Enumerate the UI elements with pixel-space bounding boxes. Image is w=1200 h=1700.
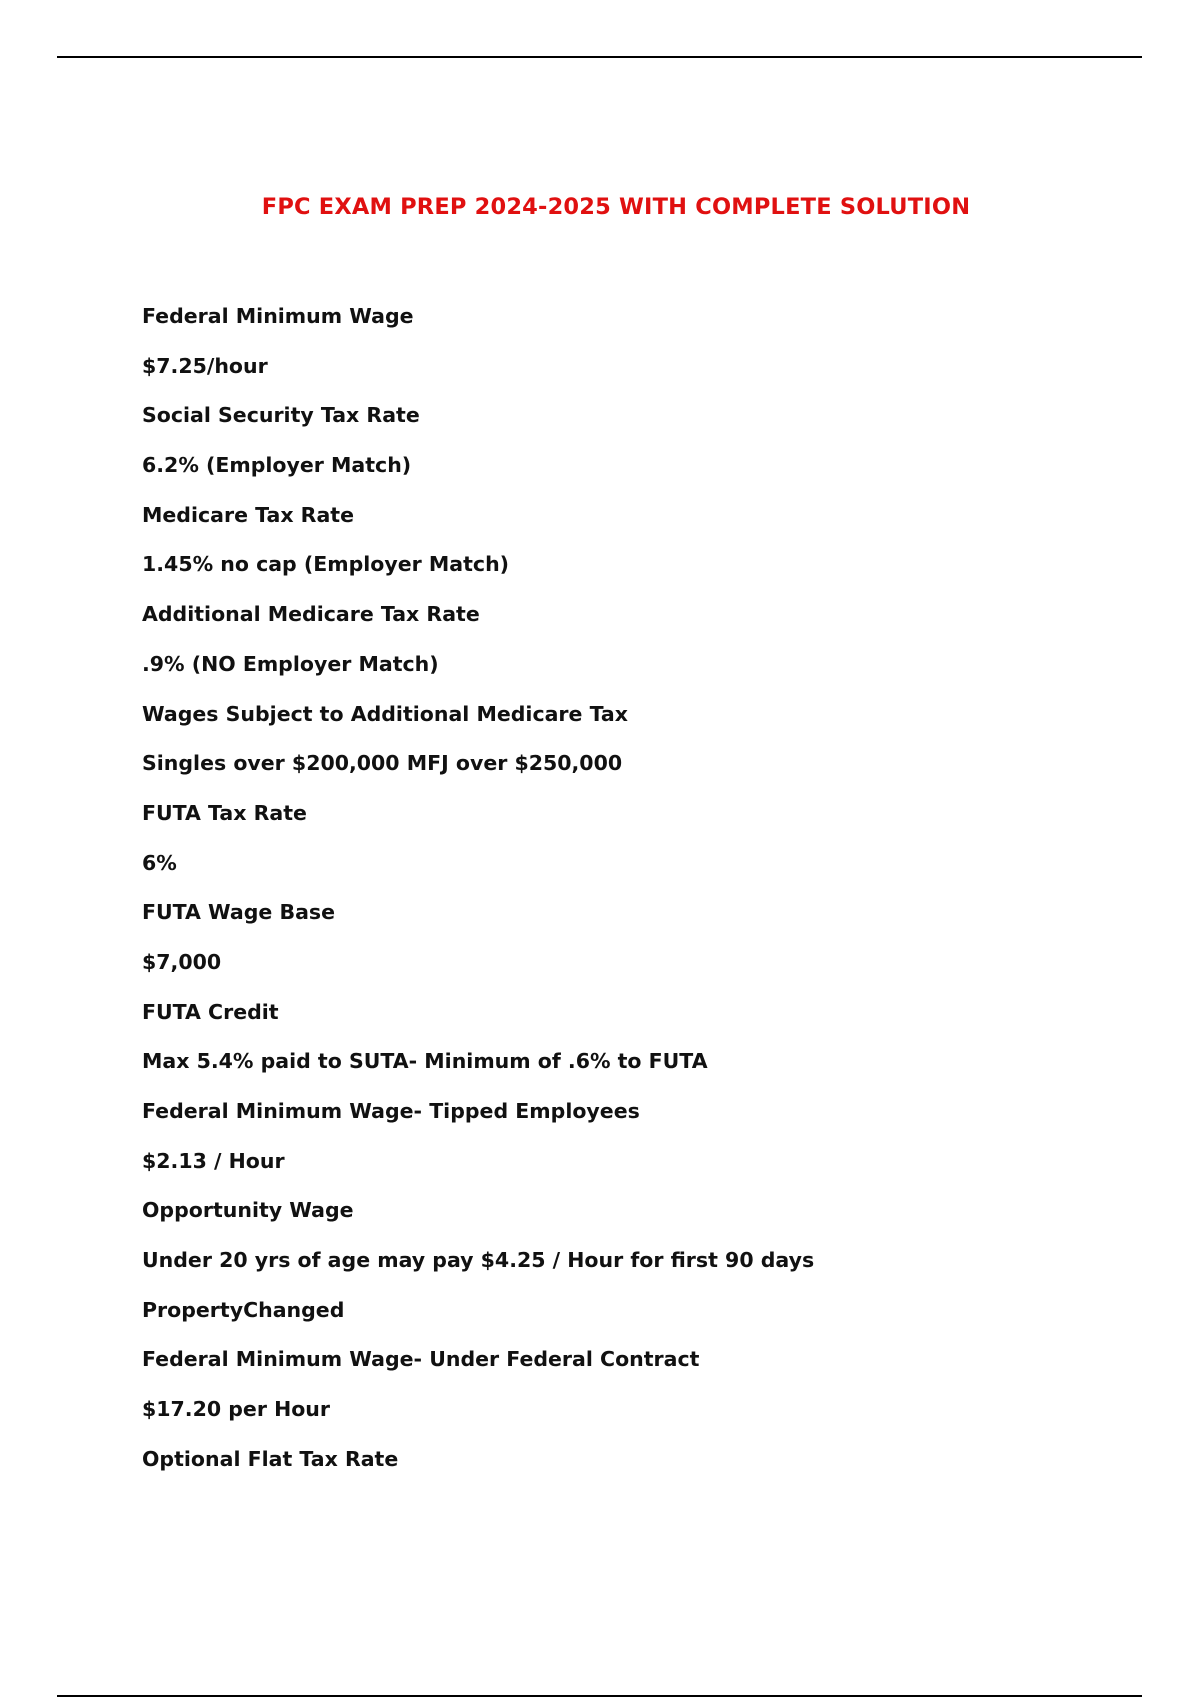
question-line: FUTA Tax Rate bbox=[142, 800, 307, 825]
question-line: Additional Medicare Tax Rate bbox=[142, 602, 480, 627]
answer-line: Singles over $200,000 MFJ over $250,000 bbox=[142, 751, 623, 776]
question-line: FUTA Credit bbox=[142, 999, 279, 1024]
answer-line: 1.45% no cap (Employer Match) bbox=[142, 552, 510, 577]
answer-line: 6.2% (Employer Match) bbox=[142, 453, 412, 478]
document-title: FPC EXAM PREP 2024-2025 WITH COMPLETE SOLUTION bbox=[261, 194, 971, 220]
question-line: Federal Minimum Wage- Tipped Employees bbox=[142, 1099, 640, 1123]
answer-line: $7.25/hour bbox=[142, 353, 268, 378]
question-line: FUTA Wage Base bbox=[142, 900, 336, 925]
answer-line: .9% (NO Employer Match) bbox=[142, 651, 439, 676]
question-line: Opportunity Wage bbox=[142, 1198, 354, 1223]
question-line: Federal Minimum Wage- Under Federal Contract bbox=[142, 1347, 700, 1372]
question-line: Optional Flat Tax Rate bbox=[142, 1446, 399, 1471]
bottom-rule bbox=[57, 1695, 1142, 1697]
question-line: Social Security Tax Rate bbox=[142, 403, 420, 428]
answer-line: $7,000 bbox=[142, 949, 222, 974]
question-line: Medicare Tax Rate bbox=[142, 502, 354, 527]
answer-line: $2.13 / Hour bbox=[142, 1148, 285, 1173]
answer-line: $17.20 per Hour bbox=[142, 1397, 331, 1422]
answer-line: Max 5.4% paid to SUTA- Minimum of .6% to FUTA bbox=[142, 1049, 708, 1074]
qa-list bbox=[142, 301, 1142, 1494]
question-line: Wages Subject to Additional Medicare Tax bbox=[142, 701, 628, 726]
answer-line: 6% bbox=[142, 850, 177, 875]
answer-line: Under 20 yrs of age may pay $4.25 / Hour for first 90 days bbox=[142, 1248, 815, 1273]
top-rule bbox=[57, 56, 1142, 58]
question-line: PropertyChanged bbox=[142, 1297, 345, 1322]
question-line: Federal Minimum Wage bbox=[142, 304, 414, 328]
